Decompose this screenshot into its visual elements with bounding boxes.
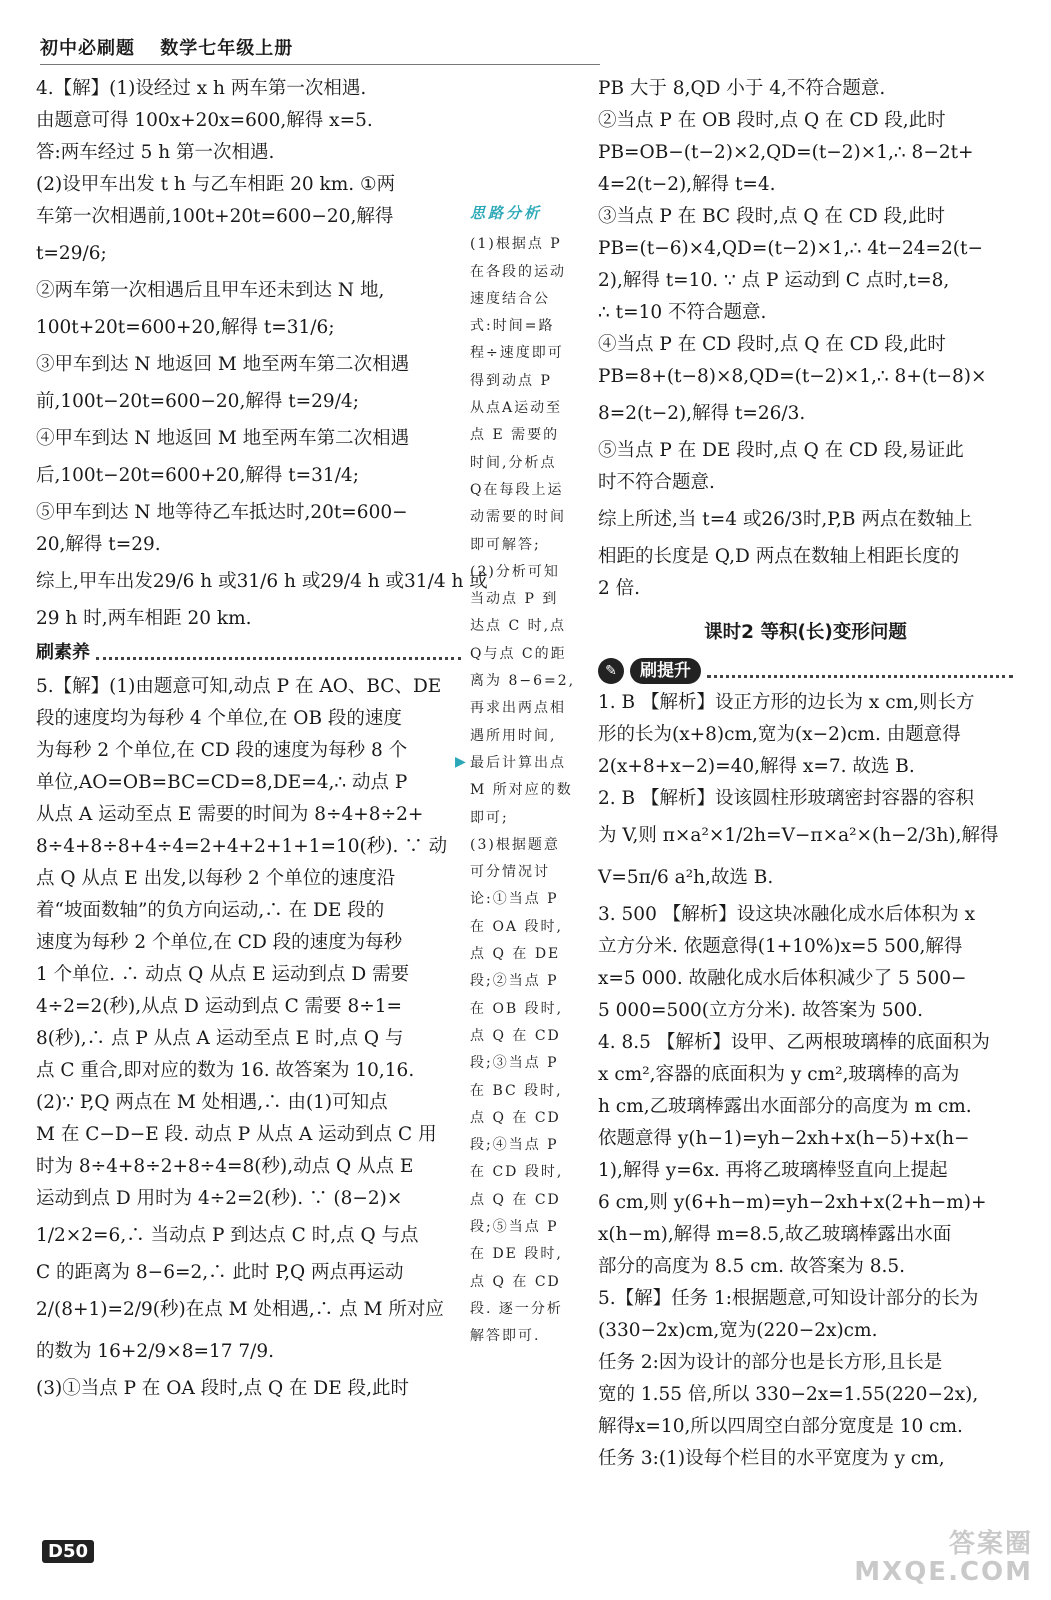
text-line: ②两车第一次相遇后且甲车还未到达 N 地, [36,280,385,301]
text-line: 后,100t−20t=600+20,解得 t=31/4; [36,465,359,486]
text-line: 即可; [470,809,509,826]
question-2 [598,784,1013,898]
text-line: 8=2(t−2),解得 t=26/3. [598,403,806,424]
text-line: 车第一次相遇前,100t+20t=600−20,解得 [36,206,394,227]
text-line: C 的距离为 8−6=2,∴ 此时 P,Q 两点再运动 [36,1262,404,1283]
text-line: 解得x=10,所以四周空白部分宽度是 10 cm. [598,1416,963,1437]
text-line: 动需要的时间 [470,509,566,526]
text-line: 6 cm,则 y(6+h−m)=yh−2xh+x(2+h−m)+ [598,1192,987,1213]
text-line: 速度为每秒 2 个单位,在 CD 段的速度为每秒 [36,932,403,953]
text-line: 式:时间=路 [470,318,555,335]
text-line: 时间,分析点 [470,454,557,471]
text-line: 综上,甲车出发29/6 h 或31/6 h 或29/4 h 或31/4 h 或 [36,571,488,592]
text-line: 综上所述,当 t=4 或26/3时,P,B 两点在数轴上 [598,509,973,530]
text-line: 1. B 【解析】设正方形的边长为 x cm,则长方 [598,692,975,713]
text-line: 段;⑤当点 P [470,1218,559,1235]
text-line: M 所对应的数 [470,782,573,799]
page-number: D50 [42,1540,94,1563]
text-line: 20,解得 t=29. [36,534,161,555]
text-line: 在 BC 段时, [470,1082,563,1099]
text-line: 5 000=500(立方分米). 故答案为 500. [598,1000,924,1021]
text-line: V=5π/6 a²h,故选 B. [598,867,774,888]
text-line: 1/2×2=6,∴ 当动点 P 到达点 C 时,点 Q 与点 [36,1225,419,1246]
text-line: ③当点 P 在 BC 段时,点 Q 在 CD 段,此时 [598,206,946,227]
text-line: 2(x+8+x−2)=40,解得 x=7. 故选 B. [598,756,915,777]
text-line: 任务 3:(1)设每个栏目的水平宽度为 y cm, [598,1448,945,1469]
text-line: 2/(8+1)=2/9(秒)在点 M 处相遇,∴ 点 M 所对应 [36,1299,444,1320]
text-line: 着“坡面数轴”的负方向运动,∴ 在 DE 段的 [36,900,385,921]
text-line: 依题意得 y(h−1)=yh−2xh+x(h−5)+x(h− [598,1128,970,1149]
text-line: 时为 8÷4+8÷2+8÷4=8(秒),动点 Q 从点 E [36,1156,414,1177]
text-line: 离为 8−6=2, [470,673,576,690]
text-line: 时不符合题意. [598,472,715,493]
dotted-rule [96,647,461,660]
text-line: 得到动点 P [470,372,552,389]
question-5 [598,1284,1013,1474]
text-line: PB=8+(t−8)×8,QD=(t−2)×1,∴ 8+(t−8)× [598,366,987,387]
text-line: 从点A运动至 [470,400,563,417]
text-line: ②当点 P 在 OB 段时,点 Q 在 CD 段,此时 [598,110,946,131]
text-line: 当动点 P 到 [470,591,559,608]
text-line: x(h−m),解得 m=8.5,故乙玻璃棒露出水面 [598,1224,952,1245]
text-line: 宽的 1.55 倍,所以 330−2x=1.55(220−2x), [598,1384,979,1405]
text-line: 段的速度均为每秒 4 个单位,在 OB 段的速度 [36,708,402,729]
analysis-lines [470,231,578,1350]
text-line: ⑤甲车到达 N 地等待乙车抵达时,20t=600− [36,502,408,523]
text-line: 29 h 时,两车相距 20 km. [36,608,252,629]
text-line: 点 Q 在 CD [470,1027,561,1044]
text-line: h cm,乙玻璃棒露出水面部分的高度为 m cm. [598,1096,972,1117]
section-heading-literacy: 刷素养 [36,638,461,668]
lesson-title: 课时2 等积(长)变形问题 [704,622,907,643]
book-title: 初中必刷题 [40,38,135,59]
text-line: ③甲车到达 N 地返回 M 地至两车第二次相遇 [36,354,410,375]
text-line: 点 Q 在 CD [470,1109,561,1126]
text-line: x=5 000. 故融化成水后体积减少了 5 500− [598,968,967,989]
text-line: (1)根据点 P [470,236,562,253]
right-column [598,74,1013,1476]
text-line: 点 Q 在 CD [470,1273,561,1290]
text-line: t=29/6; [36,243,107,264]
text-line: 速度结合公 [470,290,550,307]
text-line: 3. 500 【解析】设这块冰融化成水后体积为 x [598,904,976,925]
text-line: Q与点 C的距 [470,645,567,662]
text-line: 程÷速度即可 [470,345,564,362]
text-line: 在各段的运动 [470,263,566,280]
text-line: 2),解得 t=10. ∵ 点 P 运动到 C 点时,t=8, [598,270,950,291]
text-line: 在 DE 段时, [470,1246,563,1263]
text-line: 运动到点 D 用时为 4÷2=2(秒). ∵ (8−2)× [36,1188,403,1209]
text-line: 5.【解】(1)由题意可知,动点 P 在 AO、BC、DE [36,676,442,697]
text-line: 的数为 16+2/9×8=17 7/9. [36,1341,275,1362]
text-line: PB 大于 8,QD 小于 4,不符合题意. [598,78,886,99]
watermark: 答案圈 MXQE.COM [854,1529,1033,1587]
question-3 [598,900,1013,1026]
text-line: Q在每段上运 [470,481,564,498]
text-line: 为每秒 2 个单位,在 CD 段的速度为每秒 8 个 [36,740,408,761]
text-line: PB=OB−(t−2)×2,QD=(t−2)×1,∴ 8−2t+ [598,142,974,163]
text-line: 4.【解】(1)设经过 x h 两车第一次相遇. [36,78,367,99]
text-line: x cm²,容器的底面积为 y cm²,玻璃棒的高为 [598,1064,960,1085]
text-line: ④甲车到达 N 地返回 M 地至两车第二次相遇 [36,428,410,449]
text-line: 5.【解】任务 1:根据题意,可知设计部分的长为 [598,1288,979,1309]
text-line: 4=2(t−2),解得 t=4. [598,174,776,195]
subject-title: 数学七年级上册 [160,38,294,59]
text-line: 4. 8.5 【解析】设甲、乙两根玻璃棒的底面积为 [598,1032,990,1053]
text-line: 段;②当点 P [470,973,559,990]
pen-icon: ✎ [598,658,624,684]
section-heading-improve: ✎ 刷提升 [598,658,1013,684]
text-line: 在 OB 段时, [470,1000,564,1017]
text-line: (2)设甲车出发 t h 与乙车相距 20 km. ①两 [36,174,396,195]
text-line: 可分情况讨 [470,864,550,881]
text-line: (2)∵ P,Q 两点在 M 处相遇,∴ 由(1)可知点 [36,1092,388,1113]
text-line: 答:两车经过 5 h 第一次相遇. [36,142,275,163]
text-line: 部分的高度为 8.5 cm. 故答案为 8.5. [598,1256,906,1277]
text-line: ④当点 P 在 CD 段时,点 Q 在 CD 段,此时 [598,334,946,355]
text-line: 点 Q 从点 E 出发,以每秒 2 个单位的速度沿 [36,868,396,889]
question-4 [598,1028,1013,1282]
text-line: 即可解答; [470,536,541,553]
text-line: (3)根据题意 [470,836,560,853]
text-line: 在 CD 段时, [470,1164,564,1181]
text-line: 点 C 重合,即对应的数为 16. 故答案为 10,16. [36,1060,415,1081]
text-line: 1 个单位. ∴ 动点 Q 从点 E 运动到点 D 需要 [36,964,410,985]
analysis-sidebar [470,200,578,1350]
text-line: 从点 A 运动至点 E 需要的时间为 8÷4+8÷2+ [36,804,424,825]
text-line: 4÷2=2(秒),从点 D 运动到点 C 需要 8÷1= [36,996,403,1017]
text-line: 8÷4+8÷8+4÷4=2+4+2+1+1=10(秒). ∵ 动 [36,836,448,857]
text-line: 100t+20t=600+20,解得 t=31/6; [36,317,335,338]
text-line: 由题意可得 100x+20x=600,解得 x=5. [36,110,373,131]
triangle-arrow-icon: ▶ [455,754,466,770]
text-line: 单位,AO=OB=BC=CD=8,DE=4,∴ 动点 P [36,772,408,793]
text-line: PB=(t−6)×4,QD=(t−2)×1,∴ 4t−24=2(t− [598,238,983,259]
text-line: 1),解得 y=6x. 再将乙玻璃棒竖直向上提起 [598,1160,948,1181]
text-line: 2 倍. [598,578,641,599]
text-line: 再求出两点相 [470,700,566,717]
text-line: 前,100t−20t=600−20,解得 t=29/4; [36,391,359,412]
text-line: 达点 C 时,点 [470,618,567,635]
text-line: 相距的长度是 Q,D 两点在数轴上相距长度的 [598,546,960,567]
text-line: ∴ t=10 不符合题意. [598,302,767,323]
text-line: 解答即可. [470,1328,541,1345]
text-line: 论:①当点 P [470,891,559,908]
text-line: (2)分析可知 [470,563,560,580]
text-line: 遇所用时间, [470,727,557,744]
text-line: (3)①当点 P 在 OA 段时,点 Q 在 DE 段,此时 [36,1378,409,1399]
text-line: 立方分米. 依题意得(1+10%)x=5 500,解得 [598,936,963,957]
text-line: 在 OA 段时, [470,918,563,935]
text-line: 2. B 【解析】设该圆柱形玻璃密封容器的容积 [598,788,975,809]
question-1 [598,688,1013,782]
text-line: 最后计算出点 [470,754,566,771]
analysis-title: 思路分析 [470,204,543,222]
text-line: 点 Q 在 DE [470,946,561,963]
text-line: 任务 2:因为设计的部分也是长方形,且长是 [598,1352,943,1373]
continued-solution [598,74,1013,604]
text-line: 段. 逐一分析 [470,1300,563,1317]
text-line: 为 V,则 π×a²×1/2h=V−π×a²×(h−2/3h),解得 [598,825,999,846]
text-line: 段;③当点 P [470,1055,559,1072]
left-column [36,74,488,1406]
text-line: 点 E 需要的 [470,427,560,444]
text-line: 形的长为(x+8)cm,宽为(x−2)cm. 由题意得 [598,724,961,745]
text-line: M 在 C−D−E 段. 动点 P 从点 A 运动到点 C 用 [36,1124,437,1145]
text-line: (330−2x)cm,宽为(220−2x)cm. [598,1320,878,1341]
dotted-rule [707,665,1013,678]
page-header [40,34,600,65]
text-line: 8(秒),∴ 点 P 从点 A 运动至点 E 时,点 Q 与 [36,1028,404,1049]
text-line: 段;④当点 P [470,1137,559,1154]
text-line: 点 Q 在 CD [470,1191,561,1208]
text-line: ⑤当点 P 在 DE 段时,点 Q 在 CD 段,易证此 [598,440,964,461]
